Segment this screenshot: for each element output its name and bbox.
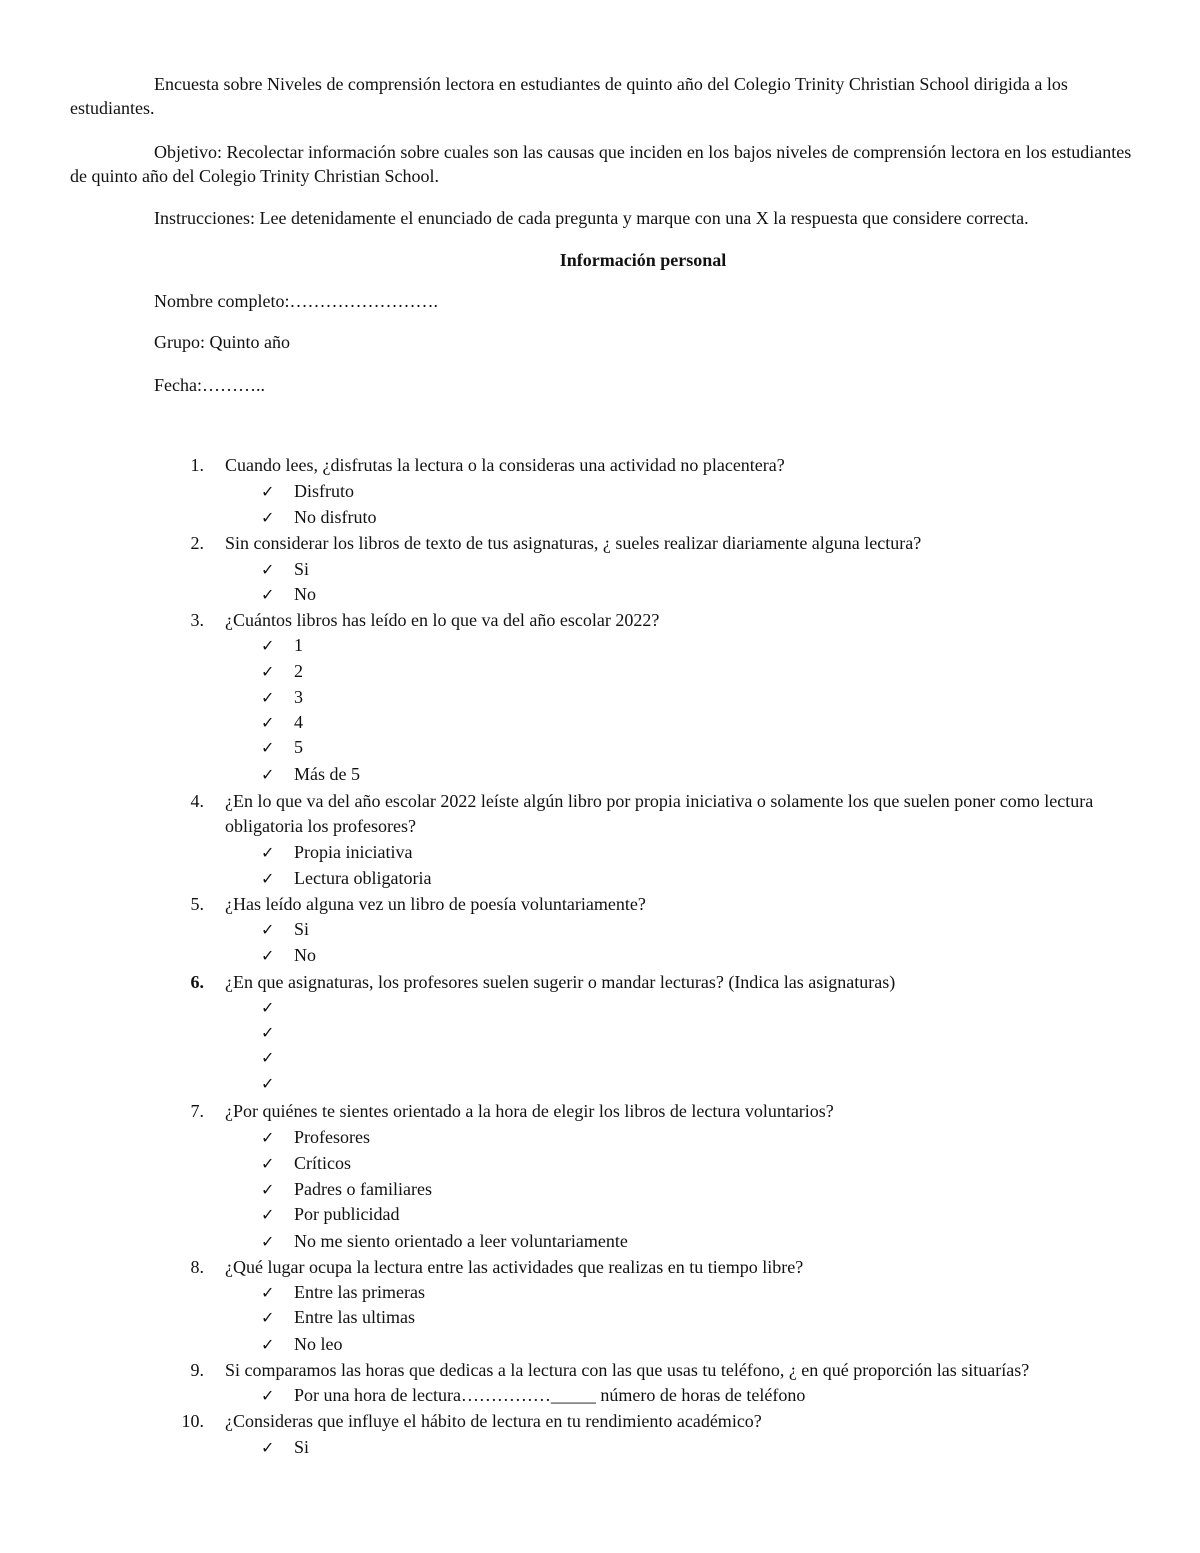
- check-icon: ✓: [261, 765, 275, 784]
- check-icon: ✓: [261, 1232, 275, 1251]
- check-icon: ✓: [261, 1128, 275, 1147]
- option-label: 1: [294, 635, 303, 655]
- check-icon: ✓: [261, 1386, 275, 1405]
- check-icon: ✓: [261, 662, 275, 681]
- question-number: 8.: [190, 1257, 204, 1277]
- check-icon: ✓: [261, 1023, 275, 1042]
- check-icon: ✓: [261, 920, 275, 939]
- question-text: ¿Por quiénes te sientes orientado a la hora de elegir los libros de lectura voluntarios?: [225, 1101, 834, 1121]
- option-label: Por publicidad: [294, 1204, 400, 1224]
- question-number: 9.: [190, 1360, 204, 1380]
- option-label: 5: [294, 737, 303, 757]
- question-number: 3.: [190, 610, 204, 630]
- check-icon: ✓: [261, 1335, 275, 1354]
- option-label: Entre las primeras: [294, 1282, 425, 1302]
- option-label: No leo: [294, 1334, 343, 1354]
- question-text: Si comparamos las horas que dedicas a la lectura con las que usas tu teléfono, ¿ en qué proporción las situarías?: [225, 1360, 1030, 1380]
- option-label: No: [294, 584, 316, 604]
- option-label: Padres o familiares: [294, 1179, 432, 1199]
- option-label: Entre las ultimas: [294, 1307, 415, 1327]
- check-icon: ✓: [261, 1074, 275, 1093]
- option-label: Críticos: [294, 1153, 351, 1173]
- check-icon: ✓: [261, 1154, 275, 1173]
- option-label: Disfruto: [294, 481, 354, 501]
- question-text: ¿Consideras que influye el hábito de lectura en tu rendimiento académico?: [225, 1411, 762, 1431]
- option-label: No: [294, 945, 316, 965]
- option-label: 2: [294, 661, 303, 681]
- date-field: Fecha:………..: [154, 375, 265, 395]
- option-label: Más de 5: [294, 764, 360, 784]
- check-icon: ✓: [261, 1308, 275, 1327]
- option-label: Si: [294, 559, 310, 579]
- survey-title-paragraph: Encuesta sobre Niveles de comprensión lectora en estudiantes de quinto año del Colegio Trinity Christian School dirigida a los estudiantes.: [70, 74, 1068, 118]
- question-number: 10.: [181, 1411, 204, 1431]
- question-number: 4.: [190, 791, 204, 811]
- check-icon: ✓: [261, 560, 275, 579]
- question-text: ¿En que asignaturas, los profesores suelen sugerir o mandar lecturas? (Indica las asignaturas): [225, 972, 896, 992]
- check-icon: ✓: [261, 869, 275, 888]
- check-icon: ✓: [261, 1283, 275, 1302]
- check-icon: ✓: [261, 713, 275, 732]
- name-field: Nombre completo:…………………….: [154, 291, 438, 311]
- personal-info-heading: Información personal: [559, 250, 727, 270]
- question-number: 7.: [190, 1101, 204, 1121]
- question-text: ¿Qué lugar ocupa la lectura entre las actividades que realizas en tu tiempo libre?: [225, 1257, 804, 1277]
- option-label: 3: [294, 687, 303, 707]
- option-label: No disfruto: [294, 507, 377, 527]
- check-icon: ✓: [261, 585, 275, 604]
- option-label: Propia iniciativa: [294, 842, 413, 862]
- question-text: ¿En lo que va del año escolar 2022 leíste algún libro por propia iniciativa o solamente los que suelen poner como lectura obligatoria los profesores?: [225, 791, 1094, 836]
- check-icon: ✓: [261, 636, 275, 655]
- option-label: Por una hora de lectura……………_____ número de horas de teléfono: [294, 1385, 806, 1405]
- check-icon: ✓: [261, 843, 275, 862]
- question-number: 2.: [190, 533, 204, 553]
- question-number: 6.: [190, 972, 204, 992]
- question-number: 5.: [190, 894, 204, 914]
- objective-paragraph: Objetivo: Recolectar información sobre cuales son las causas que inciden en los bajos niveles de comprensión lectora en los estudiantes de quinto año del Colegio Trinity Christian School.: [70, 142, 1132, 186]
- check-icon: ✓: [261, 482, 275, 501]
- check-icon: ✓: [261, 998, 275, 1017]
- check-icon: ✓: [261, 1438, 275, 1457]
- check-icon: ✓: [261, 1180, 275, 1199]
- check-icon: ✓: [261, 508, 275, 527]
- option-label: Lectura obligatoria: [294, 868, 432, 888]
- question-text: Cuando lees, ¿disfrutas la lectura o la consideras una actividad no placentera?: [225, 455, 785, 475]
- question-text: ¿Cuántos libros has leído en lo que va del año escolar 2022?: [225, 610, 660, 630]
- question-text: Sin considerar los libros de texto de tus asignaturas, ¿ sueles realizar diariamente alguna lectura?: [225, 533, 922, 553]
- option-label: No me siento orientado a leer voluntariamente: [294, 1231, 628, 1251]
- check-icon: ✓: [261, 1205, 275, 1224]
- option-label: Si: [294, 1437, 310, 1457]
- option-label: Profesores: [294, 1127, 370, 1147]
- question-text: ¿Has leído alguna vez un libro de poesía voluntariamente?: [225, 894, 646, 914]
- check-icon: ✓: [261, 1048, 275, 1067]
- check-icon: ✓: [261, 946, 275, 965]
- check-icon: ✓: [261, 688, 275, 707]
- instructions-paragraph: Instrucciones: Lee detenidamente el enunciado de cada pregunta y marque con una X la respuesta que considere correcta.: [154, 208, 1029, 228]
- question-number: 1.: [190, 455, 204, 475]
- check-icon: ✓: [261, 738, 275, 757]
- group-field: Grupo: Quinto año: [154, 332, 290, 352]
- option-label: 4: [294, 712, 303, 732]
- option-label: Si: [294, 919, 310, 939]
